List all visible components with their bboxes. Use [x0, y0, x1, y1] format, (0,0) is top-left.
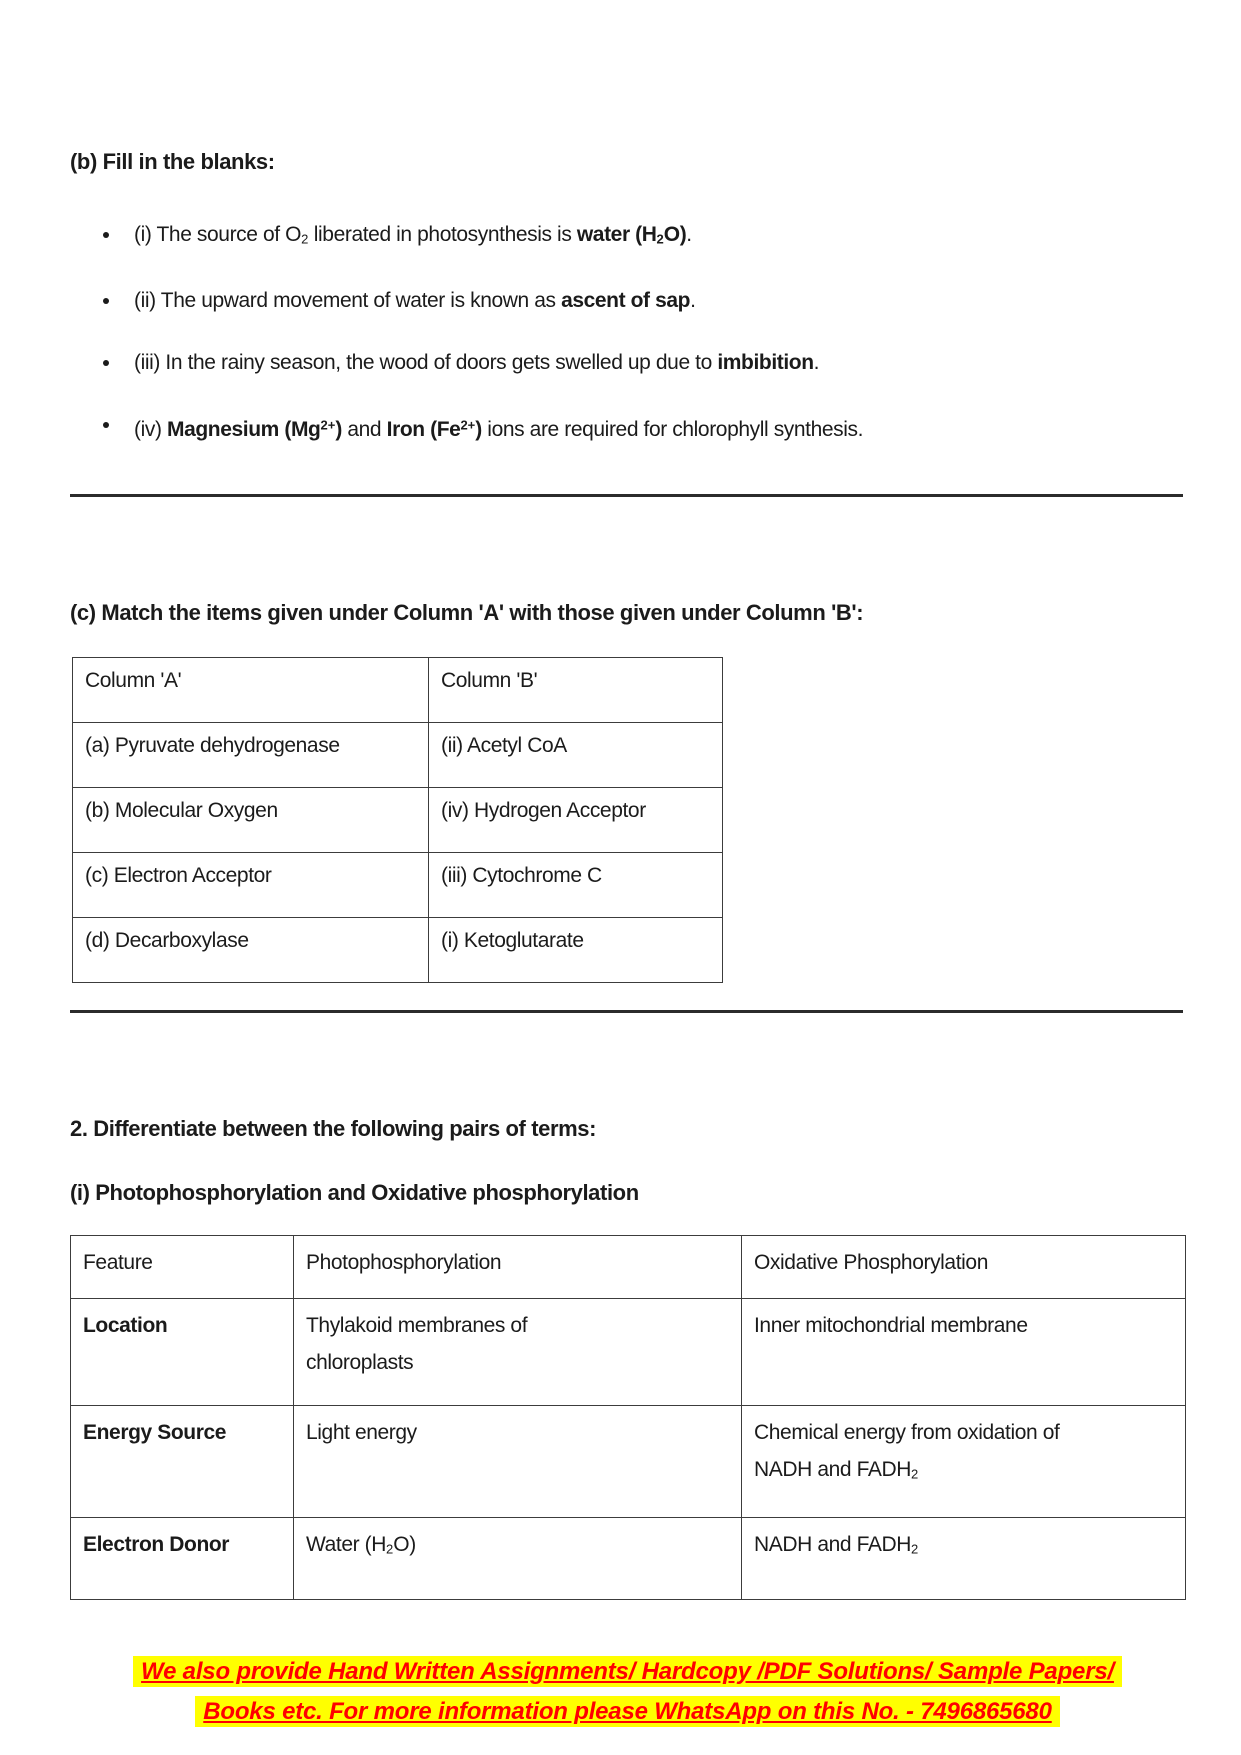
table-cell: Location [71, 1299, 294, 1406]
table-cell: Inner mitochondrial membrane [742, 1299, 1186, 1406]
table-row [71, 1406, 1186, 1518]
table-row [73, 658, 723, 723]
table-cell: (d) Decarboxylase [73, 918, 429, 983]
fill-blank-i: (i) The source of $O_2$ liberated in photosynthesis is water $(H_2O)$. [134, 223, 692, 247]
table-cell: Column 'B' [429, 658, 723, 723]
table-row [73, 853, 723, 918]
section-2-heading: 2. Differentiate between the following pairs of terms: [70, 1116, 597, 1141]
match-columns-table [72, 657, 723, 983]
table-cell: Thylakoid membranes of chloroplasts [294, 1299, 742, 1406]
list-item [101, 221, 863, 252]
section-b-heading: (b) Fill in the blanks: [70, 149, 275, 174]
fill-blank-ii: (ii) The upward movement of water is known as ascent of sap. [134, 289, 696, 313]
section-2i-subheading: (i) Photophosphorylation and Oxidative phosphorylation [70, 1180, 639, 1205]
table-cell: Photophosphorylation [294, 1236, 742, 1299]
table-cell: Column 'A' [73, 658, 429, 723]
table-cell: Feature [71, 1236, 294, 1299]
list-item [101, 287, 863, 314]
table-cell: Oxidative Phosphorylation [742, 1236, 1186, 1299]
table-row [73, 918, 723, 983]
table-cell: Electron Donor [71, 1518, 294, 1600]
table-row [71, 1236, 1186, 1299]
table-cell: Chemical energy from oxidation of NADH and $FADH_2$ [742, 1406, 1186, 1518]
table-cell: (b) Molecular Oxygen [73, 788, 429, 853]
fill-blank-iii: (iii) In the rainy season, the wood of doors gets swelled up due to imbibition. [134, 351, 820, 375]
horizontal-divider [70, 1010, 1183, 1013]
footer-highlight-text: Books etc. For more information please WhatsApp on this No. - 7496865680 [195, 1696, 1059, 1727]
table-cell: (iv) Hydrogen Acceptor [429, 788, 723, 853]
table-cell: Water $(H_2O)$ [294, 1518, 742, 1600]
list-item [101, 411, 863, 443]
list-item [101, 349, 863, 376]
section-c-heading: (c) Match the items given under Column 'A' with those given under Column 'B': [70, 600, 864, 625]
table-cell: (iii) Cytochrome C [429, 853, 723, 918]
table-row [71, 1518, 1186, 1600]
footer-line [70, 1692, 1185, 1732]
fill-in-the-blanks-list [101, 221, 863, 478]
table-row [73, 788, 723, 853]
table-cell: (a) Pyruvate dehydrogenase [73, 723, 429, 788]
table-cell: Energy Source [71, 1406, 294, 1518]
table-cell: (c) Electron Acceptor [73, 853, 429, 918]
fill-blank-iv: (iv) Magnesium $(Mg^{2+})$ and Iron $(Fe^{2+})$ ions are required for chlorophyll synthesis. [134, 417, 864, 441]
table-cell: Light energy [294, 1406, 742, 1518]
footer-line [70, 1652, 1185, 1692]
table-cell: (i) Ketoglutarate [429, 918, 723, 983]
footer-banner [70, 1652, 1185, 1732]
horizontal-divider [70, 494, 1183, 497]
table-row [71, 1299, 1186, 1406]
table-row [73, 723, 723, 788]
table-cell: (ii) Acetyl CoA [429, 723, 723, 788]
table-cell: NADH and $FADH_2$ [742, 1518, 1186, 1600]
phosphorylation-diff-table [70, 1235, 1186, 1600]
footer-highlight-text: We also provide Hand Written Assignments/ Hardcopy /PDF Solutions/ Sample Papers/ [133, 1656, 1122, 1687]
